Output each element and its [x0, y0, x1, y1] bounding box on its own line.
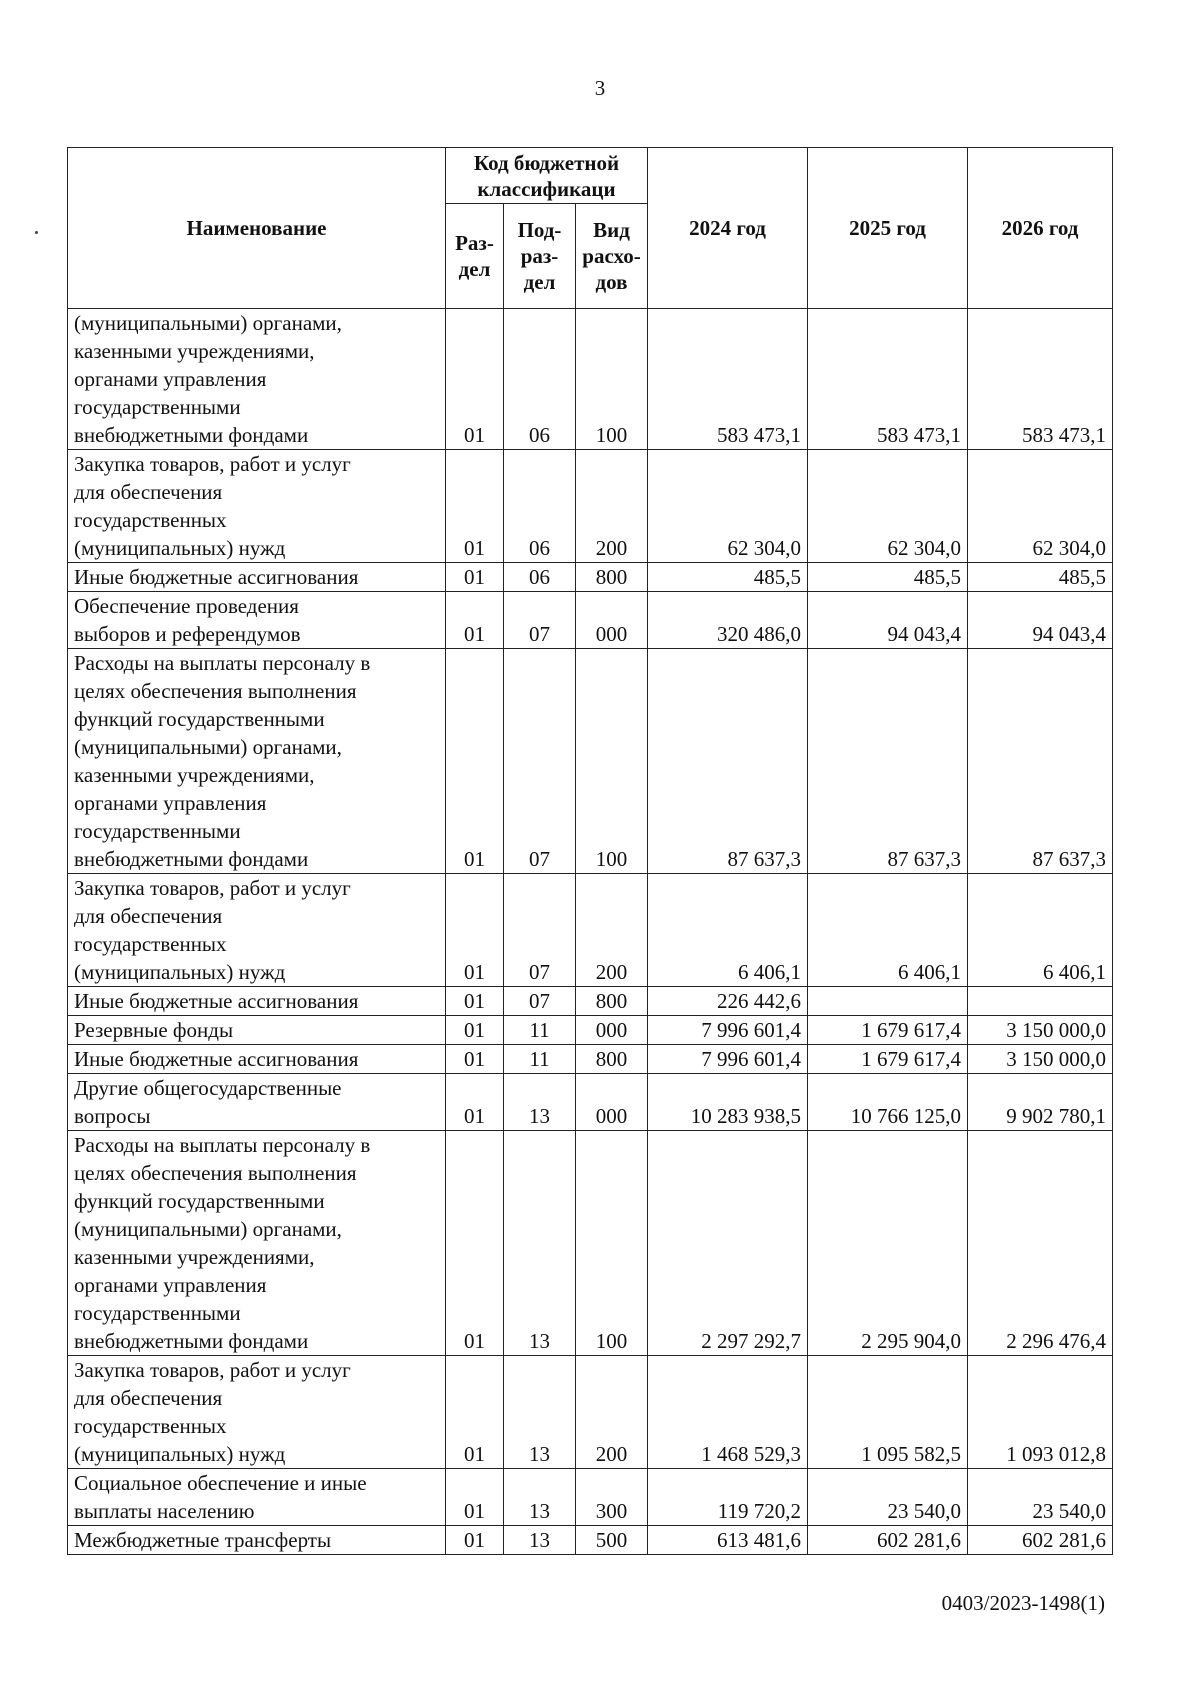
- row-amount-2026: 87 637,3: [968, 649, 1113, 874]
- row-subsection: 11: [504, 1016, 576, 1045]
- table-row: [68, 563, 1113, 592]
- row-amount-2024: 10 283 938,5: [648, 1074, 808, 1131]
- row-amount-2026: 602 281,6: [968, 1526, 1113, 1555]
- row-amount-2025: 2 295 904,0: [808, 1131, 968, 1356]
- header-expense-type: [576, 204, 648, 309]
- row-name: (муниципальными) органами, казенными учреждениями, органами управления государственными внебюджетными фондами: [68, 309, 446, 450]
- row-expense-type: 800: [576, 987, 648, 1016]
- row-amount-2025: 1 679 617,4: [808, 1045, 968, 1074]
- row-amount-2025: 10 766 125,0: [808, 1074, 968, 1131]
- row-section: 01: [446, 1045, 504, 1074]
- row-amount-2024: 119 720,2: [648, 1469, 808, 1526]
- row-section: 01: [446, 1074, 504, 1131]
- row-amount-2025: 1 095 582,5: [808, 1356, 968, 1469]
- header-2026: 2026 год: [968, 148, 1113, 309]
- row-name: Иные бюджетные ассигнования: [68, 1045, 446, 1074]
- row-subsection: 06: [504, 563, 576, 592]
- row-expense-type: 800: [576, 563, 648, 592]
- row-amount-2025: 602 281,6: [808, 1526, 968, 1555]
- table-body: [68, 309, 1113, 1555]
- row-expense-type: 000: [576, 1074, 648, 1131]
- row-amount-2026: 3 150 000,0: [968, 1045, 1113, 1074]
- row-amount-2025: 583 473,1: [808, 309, 968, 450]
- row-amount-2026: 2 296 476,4: [968, 1131, 1113, 1356]
- table-row: [68, 1045, 1113, 1074]
- table-row: [68, 1356, 1113, 1469]
- row-section: 01: [446, 649, 504, 874]
- table-row: [68, 987, 1113, 1016]
- row-name: Иные бюджетные ассигнования: [68, 987, 446, 1016]
- row-amount-2026: 62 304,0: [968, 450, 1113, 563]
- row-subsection: 13: [504, 1356, 576, 1469]
- row-amount-2025: 62 304,0: [808, 450, 968, 563]
- row-subsection: 07: [504, 592, 576, 649]
- table-row: [68, 649, 1113, 874]
- row-amount-2024: 583 473,1: [648, 309, 808, 450]
- table-row: [68, 1016, 1113, 1045]
- header-2024: 2024 год: [648, 148, 808, 309]
- table-row: [68, 1469, 1113, 1526]
- row-name: Закупка товаров, работ и услуг для обеспечения государственных (муниципальных) нужд: [68, 1356, 446, 1469]
- row-amount-2024: 87 637,3: [648, 649, 808, 874]
- row-expense-type: 100: [576, 649, 648, 874]
- row-amount-2024: 320 486,0: [648, 592, 808, 649]
- row-name: Закупка товаров, работ и услуг для обеспечения государственных (муниципальных) нужд: [68, 874, 446, 987]
- row-expense-type: 000: [576, 592, 648, 649]
- row-amount-2026: 485,5: [968, 563, 1113, 592]
- row-amount-2026: 9 902 780,1: [968, 1074, 1113, 1131]
- table-row: [68, 309, 1113, 450]
- table-row: [68, 1526, 1113, 1555]
- row-section: 01: [446, 1131, 504, 1356]
- row-amount-2026: 3 150 000,0: [968, 1016, 1113, 1045]
- row-subsection: 11: [504, 1045, 576, 1074]
- row-subsection: 07: [504, 874, 576, 987]
- header-2025: 2025 год: [808, 148, 968, 309]
- row-subsection: 13: [504, 1074, 576, 1131]
- header-name: Наименование: [68, 148, 446, 309]
- header-subsection-label: Под- раз- дел: [517, 218, 562, 294]
- row-subsection: 13: [504, 1131, 576, 1356]
- row-amount-2025: 87 637,3: [808, 649, 968, 874]
- row-amount-2026: [968, 987, 1113, 1016]
- row-amount-2024: 485,5: [648, 563, 808, 592]
- row-amount-2024: 226 442,6: [648, 987, 808, 1016]
- row-name: Межбюджетные трансферты: [68, 1526, 446, 1555]
- row-amount-2024: 62 304,0: [648, 450, 808, 563]
- row-subsection: 07: [504, 987, 576, 1016]
- table-row: [68, 1131, 1113, 1356]
- row-section: 01: [446, 1469, 504, 1526]
- row-expense-type: 500: [576, 1526, 648, 1555]
- row-amount-2025: 94 043,4: [808, 592, 968, 649]
- row-name: Другие общегосударственные вопросы: [68, 1074, 446, 1131]
- table-header: [68, 148, 1113, 309]
- row-amount-2025: 23 540,0: [808, 1469, 968, 1526]
- row-expense-type: 200: [576, 1356, 648, 1469]
- table-row: [68, 874, 1113, 987]
- row-subsection: 06: [504, 309, 576, 450]
- row-name: Социальное обеспечение и иные выплаты населению: [68, 1469, 446, 1526]
- row-expense-type: 800: [576, 1045, 648, 1074]
- row-amount-2026: 6 406,1: [968, 874, 1113, 987]
- row-amount-2024: 2 297 292,7: [648, 1131, 808, 1356]
- row-subsection: 13: [504, 1526, 576, 1555]
- header-expense-type-label: Вид расхо- дов: [582, 218, 641, 294]
- scan-mark: [35, 231, 38, 234]
- row-amount-2026: 583 473,1: [968, 309, 1113, 450]
- row-subsection: 07: [504, 649, 576, 874]
- row-expense-type: 200: [576, 874, 648, 987]
- row-name: Расходы на выплаты персоналу в целях обеспечения выполнения функций государственными (муниципальными) органами, казенными учреждениями, органами управления государственными внебюджетными фондами: [68, 1131, 446, 1356]
- header-section-label: Раз- дел: [455, 231, 494, 281]
- row-amount-2024: 7 996 601,4: [648, 1016, 808, 1045]
- row-section: 01: [446, 1526, 504, 1555]
- row-section: 01: [446, 563, 504, 592]
- row-section: 01: [446, 450, 504, 563]
- row-name: Иные бюджетные ассигнования: [68, 563, 446, 592]
- row-amount-2025: [808, 987, 968, 1016]
- header-code-group: Код бюджетной классификаци: [446, 148, 648, 204]
- row-expense-type: 000: [576, 1016, 648, 1045]
- row-amount-2025: 485,5: [808, 563, 968, 592]
- row-amount-2024: 613 481,6: [648, 1526, 808, 1555]
- row-subsection: 06: [504, 450, 576, 563]
- row-name: Резервные фонды: [68, 1016, 446, 1045]
- row-section: 01: [446, 309, 504, 450]
- table-row: [68, 450, 1113, 563]
- row-name: Расходы на выплаты персоналу в целях обеспечения выполнения функций государственными (муниципальными) органами, казенными учреждениями, органами управления государственными внебюджетными фондами: [68, 649, 446, 874]
- row-expense-type: 200: [576, 450, 648, 563]
- row-subsection: 13: [504, 1469, 576, 1526]
- row-amount-2026: 23 540,0: [968, 1469, 1113, 1526]
- header-section: [446, 204, 504, 309]
- row-expense-type: 100: [576, 1131, 648, 1356]
- row-amount-2024: 6 406,1: [648, 874, 808, 987]
- header-subsection: [504, 204, 576, 309]
- row-expense-type: 300: [576, 1469, 648, 1526]
- row-name: Закупка товаров, работ и услуг для обеспечения государственных (муниципальных) нужд: [68, 450, 446, 563]
- row-section: 01: [446, 1016, 504, 1045]
- row-amount-2025: 1 679 617,4: [808, 1016, 968, 1045]
- row-section: 01: [446, 874, 504, 987]
- row-amount-2024: 7 996 601,4: [648, 1045, 808, 1074]
- row-amount-2026: 1 093 012,8: [968, 1356, 1113, 1469]
- table-row: [68, 1074, 1113, 1131]
- document-code: 0403/2023-1498(1): [941, 1591, 1105, 1615]
- budget-table: [67, 147, 1113, 1555]
- row-section: 01: [446, 592, 504, 649]
- row-expense-type: 100: [576, 309, 648, 450]
- row-name: Обеспечение проведения выборов и референдумов: [68, 592, 446, 649]
- row-section: 01: [446, 1356, 504, 1469]
- table-row: [68, 592, 1113, 649]
- row-section: 01: [446, 987, 504, 1016]
- row-amount-2026: 94 043,4: [968, 592, 1113, 649]
- page-number: 3: [594, 76, 606, 100]
- row-amount-2025: 6 406,1: [808, 874, 968, 987]
- row-amount-2024: 1 468 529,3: [648, 1356, 808, 1469]
